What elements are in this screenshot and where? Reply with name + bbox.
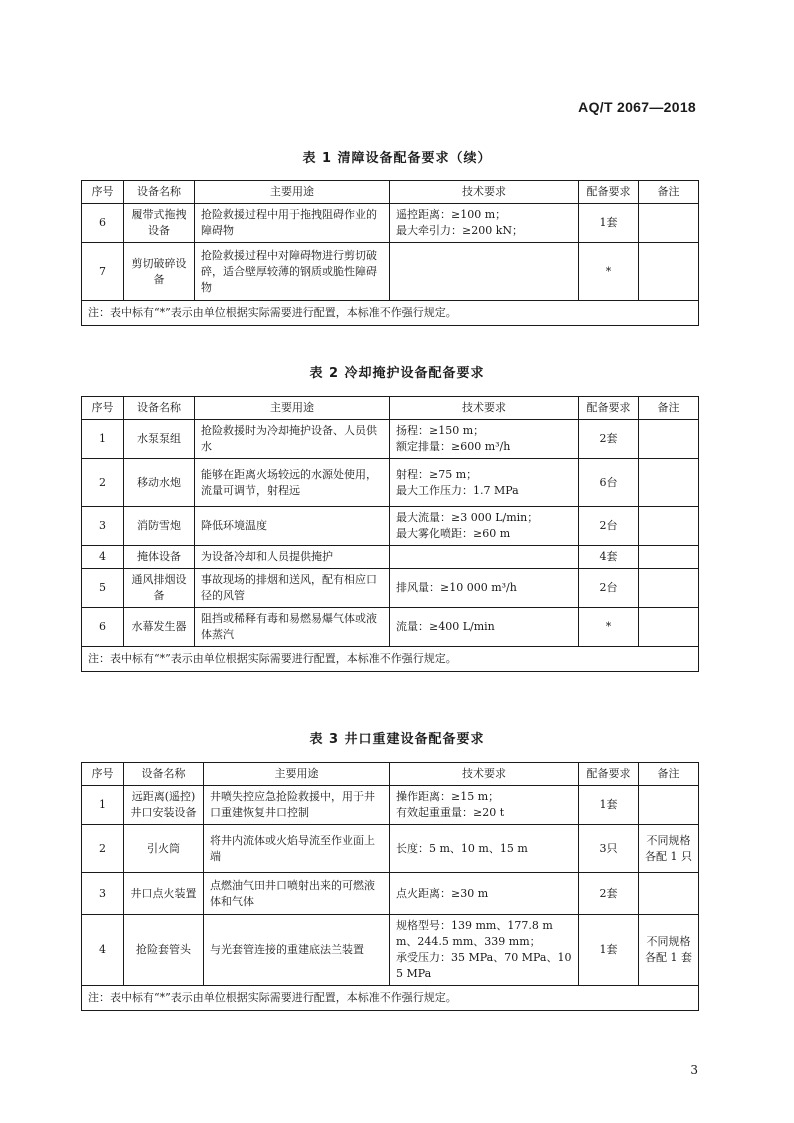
- table3-header-row: [82, 763, 699, 786]
- table2-title: 表 2 冷却掩护设备配备要求: [309, 366, 485, 381]
- column-header: 备注: [639, 397, 699, 420]
- page-number: 3: [690, 1063, 698, 1077]
- remark: [639, 786, 699, 825]
- table-row: [82, 420, 699, 459]
- row-number: 6: [82, 204, 124, 243]
- column-header: 设备名称: [124, 181, 195, 204]
- table2-header-row: [82, 397, 699, 420]
- main-purpose: 井喷失控应急抢险救援中，用于井口重建恢复井口控制: [204, 786, 390, 825]
- table-note-row: [82, 301, 699, 326]
- row-number: 6: [82, 608, 124, 647]
- remark: [639, 873, 699, 915]
- tech-line: 排风量：≥10 000 m³/h: [396, 581, 517, 594]
- main-purpose: 点燃油气田井口喷射出来的可燃液体和气体: [204, 873, 390, 915]
- main-purpose: 抢险救援过程中用于拖拽阻碍作业的障碍物: [195, 204, 390, 243]
- table1-header-row: [82, 181, 699, 204]
- table-note-row: [82, 986, 699, 1011]
- equipment-name: 移动水炮: [124, 459, 195, 507]
- main-purpose: 为设备冷却和人员提供掩护: [195, 546, 390, 569]
- table-row: [82, 507, 699, 546]
- quantity-requirement: 1套: [579, 786, 639, 825]
- tech-line: 承受压力：35 MPa、70 MPa、105 MPa: [396, 951, 572, 980]
- column-header: 配备要求: [579, 397, 639, 420]
- equipment-name: 消防雪炮: [124, 507, 195, 546]
- equipment-name: 剪切破碎设备: [124, 243, 195, 301]
- row-number: 4: [82, 915, 124, 986]
- tech-line: 长度：5 m、10 m、15 m: [396, 841, 528, 855]
- equipment-name: 通风排烟设备: [124, 569, 195, 608]
- technical-requirement: [390, 569, 579, 608]
- standard-code: AQ/T 2067—2018: [578, 99, 696, 115]
- tech-line: 流量：≥400 L/min: [396, 620, 495, 633]
- remark: [639, 507, 699, 546]
- table2: [81, 396, 699, 672]
- main-purpose: 将井内流体或火焰导流至作业面上端: [204, 825, 390, 873]
- table3: [81, 762, 699, 1011]
- quantity-requirement: 3只: [579, 825, 639, 873]
- table-note: 注：表中标有“*”表示由单位根据实际需要进行配置，本标准不作强行规定。: [82, 301, 699, 326]
- row-number: 1: [82, 786, 124, 825]
- quantity-requirement: 2台: [579, 507, 639, 546]
- column-header: 备注: [639, 763, 699, 786]
- remark: 不同规格各配 1 只: [639, 825, 699, 873]
- main-purpose: 降低环境温度: [195, 507, 390, 546]
- equipment-name: 履带式拖拽设备: [124, 204, 195, 243]
- row-number: 7: [82, 243, 124, 301]
- row-number: 2: [82, 825, 124, 873]
- table-row: [82, 204, 699, 243]
- main-purpose: 抢险救援时为冷却掩护设备、人员供水: [195, 420, 390, 459]
- column-header: 设备名称: [124, 397, 195, 420]
- table3-title: 表 3 井口重建设备配备要求: [309, 732, 485, 747]
- table-row: [82, 569, 699, 608]
- equipment-name: 远距离(遥控)井口安装设备: [124, 786, 204, 825]
- equipment-name: 抢险套管头: [124, 915, 204, 986]
- column-header: 技术要求: [390, 181, 579, 204]
- remark: [639, 569, 699, 608]
- technical-requirement: [390, 915, 579, 986]
- quantity-requirement: 6台: [579, 459, 639, 507]
- column-header: 序号: [82, 397, 124, 420]
- remark: [639, 420, 699, 459]
- row-number: 2: [82, 459, 124, 507]
- table-note: 注：表中标有“*”表示由单位根据实际需要进行配置，本标准不作强行规定。: [82, 647, 699, 672]
- quantity-requirement: *: [579, 608, 639, 647]
- tech-line: 最大牵引力：≥200 kN；: [396, 224, 523, 237]
- column-header: 技术要求: [390, 763, 579, 786]
- row-number: 1: [82, 420, 124, 459]
- remark: [639, 243, 699, 301]
- remark: [639, 459, 699, 507]
- row-number: 3: [82, 507, 124, 546]
- row-number: 5: [82, 569, 124, 608]
- table-row: [82, 459, 699, 507]
- technical-requirement: [390, 825, 579, 873]
- technical-requirement: [390, 459, 579, 507]
- technical-requirement: [390, 546, 579, 569]
- quantity-requirement: 2套: [579, 873, 639, 915]
- column-header: 配备要求: [579, 181, 639, 204]
- main-purpose: 能够在距离火场较远的水源处使用，流量可调节，射程远: [195, 459, 390, 507]
- main-purpose: 抢险救援过程中对障碍物进行剪切破碎，适合壁厚较薄的钢质或脆性障碍物: [195, 243, 390, 301]
- tech-line: 遥控距离：≥100 m；: [396, 208, 507, 221]
- equipment-name: 水泵泵组: [124, 420, 195, 459]
- technical-requirement: [390, 608, 579, 647]
- tech-line: 最大雾化喷距：≥60 m: [396, 527, 511, 540]
- column-header: 主要用途: [195, 397, 390, 420]
- tech-line: 有效起重重量：≥20 t: [396, 806, 505, 819]
- quantity-requirement: 2台: [579, 569, 639, 608]
- main-purpose: 事故现场的排烟和送风，配有相应口径的风管: [195, 569, 390, 608]
- equipment-name: 引火筒: [124, 825, 204, 873]
- quantity-requirement: 1套: [579, 204, 639, 243]
- table-row: [82, 243, 699, 301]
- tech-line: 最大流量：≥3 000 L/min；: [396, 511, 539, 524]
- technical-requirement: [390, 507, 579, 546]
- technical-requirement: [390, 873, 579, 915]
- tech-line: 额定排量：≥600 m³/h: [396, 440, 511, 453]
- technical-requirement: [390, 243, 579, 301]
- column-header: 序号: [82, 181, 124, 204]
- tech-line: 规格型号：139 mm、177.8 mm、244.5 mm、339 mm；: [396, 919, 553, 948]
- table-row: [82, 786, 699, 825]
- table-row: [82, 546, 699, 569]
- table1: [81, 180, 699, 326]
- technical-requirement: [390, 420, 579, 459]
- tech-line: 最大工作压力：1.7 MPa: [396, 483, 519, 497]
- table-row: [82, 873, 699, 915]
- remark: [639, 546, 699, 569]
- tech-line: 操作距离：≥15 m；: [396, 790, 500, 803]
- tech-line: 点火距离：≥30 m: [396, 886, 489, 900]
- equipment-name: 掩体设备: [124, 546, 195, 569]
- quantity-requirement: *: [579, 243, 639, 301]
- quantity-requirement: 1套: [579, 915, 639, 986]
- table-row: [82, 608, 699, 647]
- table-note: 注：表中标有“*”表示由单位根据实际需要进行配置，本标准不作强行规定。: [82, 986, 699, 1011]
- table-row: [82, 915, 699, 986]
- quantity-requirement: 4套: [579, 546, 639, 569]
- column-header: 主要用途: [204, 763, 390, 786]
- remark: [639, 204, 699, 243]
- quantity-requirement: 2套: [579, 420, 639, 459]
- remark: 不同规格各配 1 套: [639, 915, 699, 986]
- equipment-name: 井口点火装置: [124, 873, 204, 915]
- row-number: 4: [82, 546, 124, 569]
- table-row: [82, 825, 699, 873]
- technical-requirement: [390, 786, 579, 825]
- main-purpose: 与光套管连接的重建底法兰装置: [204, 915, 390, 986]
- column-header: 主要用途: [195, 181, 390, 204]
- column-header: 备注: [639, 181, 699, 204]
- column-header: 设备名称: [124, 763, 204, 786]
- column-header: 配备要求: [579, 763, 639, 786]
- row-number: 3: [82, 873, 124, 915]
- equipment-name: 水幕发生器: [124, 608, 195, 647]
- column-header: 技术要求: [390, 397, 579, 420]
- technical-requirement: [390, 204, 579, 243]
- table-note-row: [82, 647, 699, 672]
- main-purpose: 阻挡或稀释有毒和易燃易爆气体或液体蒸汽: [195, 608, 390, 647]
- tech-line: 射程：≥75 m；: [396, 467, 478, 481]
- table1-title: 表 1 清障设备配备要求（续）: [302, 151, 492, 166]
- remark: [639, 608, 699, 647]
- tech-line: 扬程：≥150 m；: [396, 424, 485, 437]
- column-header: 序号: [82, 763, 124, 786]
